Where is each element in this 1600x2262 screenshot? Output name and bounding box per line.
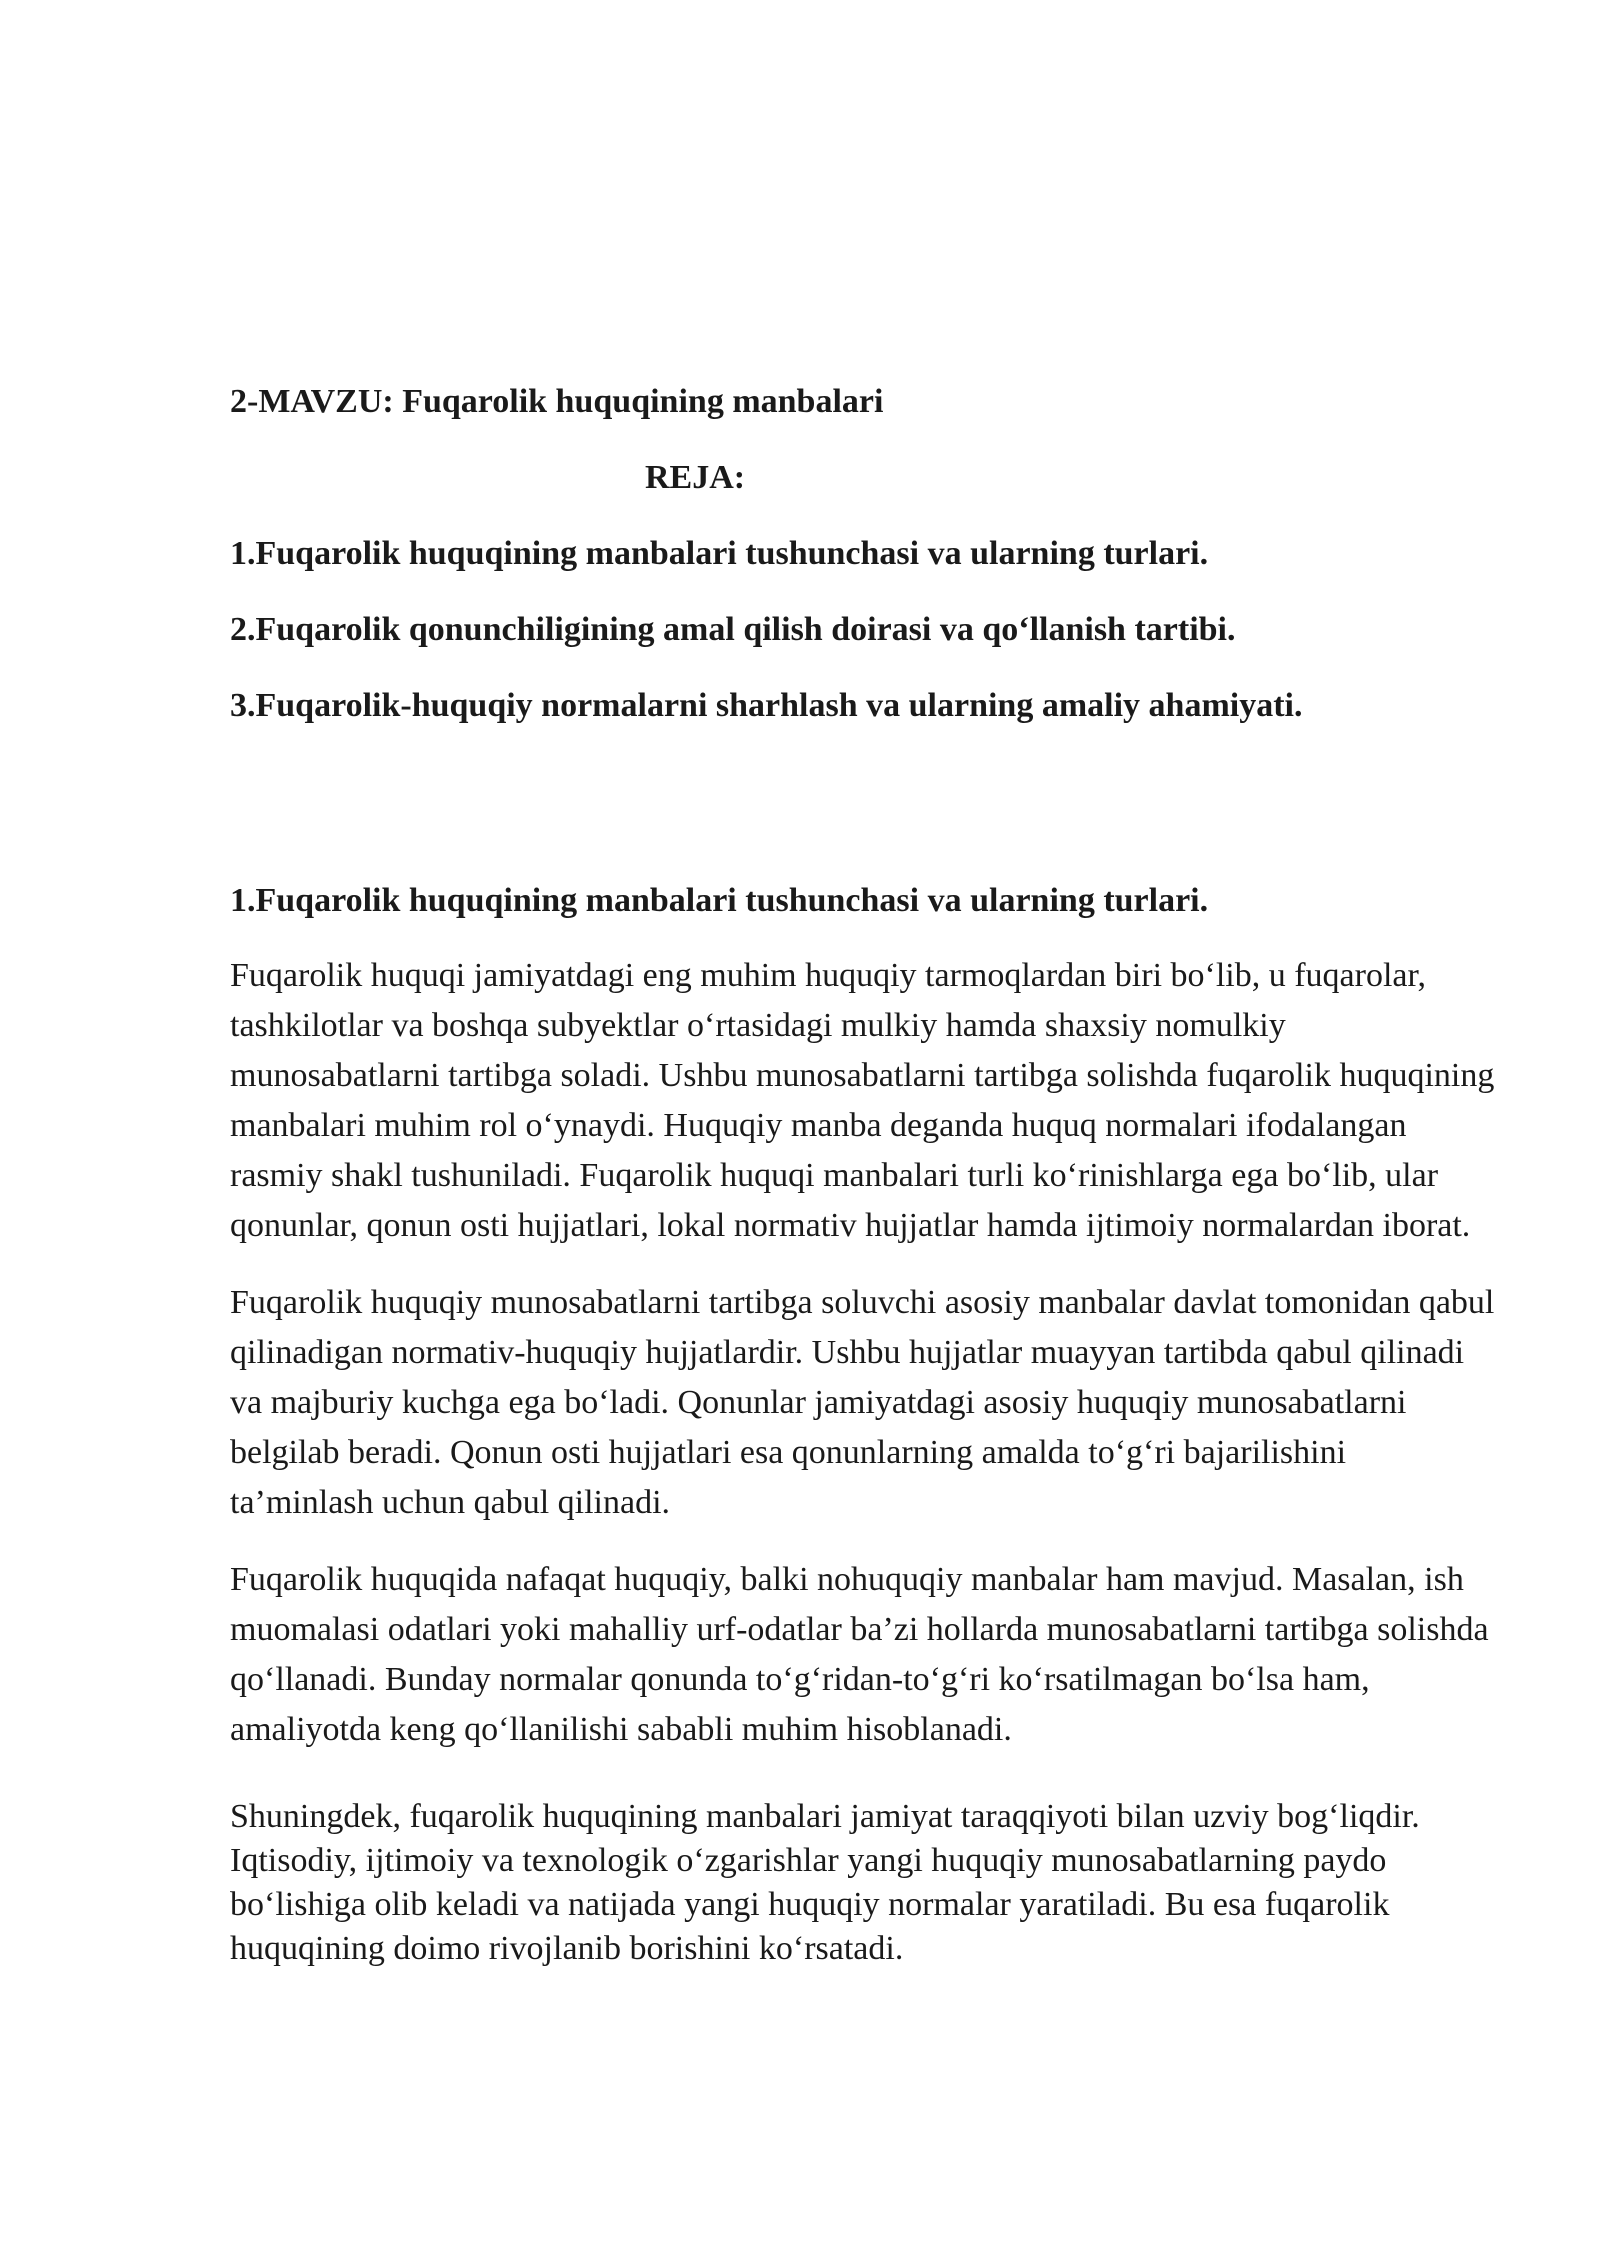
plan-list xyxy=(230,534,1500,726)
paragraph-4: Shuningdek, fuqarolik huquqining manbalari jamiyat taraqqiyoti bilan uzviy bog‘liqdir. Iqtisodiy, ijtimoiy va texnologik o‘zgarishlar yangi huquqiy munosabatlarning paydo bo‘lishiga olib keladi va natijada yangi huquqiy normalar yaratiladi. Bu esa fuqarolik huquqining doimo rivojlanib borishini ko‘rsatadi. xyxy=(230,1798,1420,1967)
plan-item-3: 3.Fuqarolik-huquqiy normalarni sharhlash va ularning amaliy ahamiyati. xyxy=(230,687,1303,724)
plan-item-2: 2.Fuqarolik qonunchiligining amal qilish doirasi va qo‘llanish tartibi. xyxy=(230,611,1236,648)
section-heading: 1.Fuqarolik huquqining manbalari tushunchasi va ularning turlari. xyxy=(230,882,1209,919)
paragraph-1: Fuqarolik huquqi jamiyatdagi eng muhim huquqiy tarmoqlardan biri bo‘lib, u fuqarolar, tashkilotlar va boshqa subyektlar o‘rtasidagi mulkiy hamda shaxsiy nomulkiy munosabatlarni tartibga soladi. Ushbu munosabatlarni tartibga solishda fuqarolik huquqining manbalari muhim rol o‘ynaydi. Huquqiy manba deganda huquq normalari ifodalangan rasmiy shakl tushuniladi. Fuqarolik huquqi manbalari turli ko‘rinishlarga ega bo‘lib, ular qonunlar, qonun osti hujjatlari, lokal normativ hujjatlar hamda ijtimoiy normalardan iborat. xyxy=(230,957,1495,1244)
paragraph-3: Fuqarolik huquqida nafaqat huquqiy, balki nohuquqiy manbalar ham mavjud. Masalan, ish muomalasi odatlari yoki mahalliy urf-odatlar ba’zi hollarda munosabatlarni tartibga solishda qo‘llanadi. Bunday normalar qonunda to‘g‘ridan-to‘g‘ri ko‘rsatilmagan bo‘lsa ham, amaliyotda keng qo‘llanilishi sababli muhim hisoblanadi. xyxy=(230,1561,1489,1748)
topic-title: 2-MAVZU: Fuqarolik huquqining manbalari xyxy=(230,383,884,420)
paragraph-2: Fuqarolik huquqiy munosabatlarni tartibga soluvchi asosiy manbalar davlat tomonidan qabul qilinadigan normativ-huquqiy hujjatlardir. Ushbu hujjatlar muayyan tartibda qabul qilinadi va majburiy kuchga ega bo‘ladi. Qonunlar jamiyatdagi asosiy huquqiy munosabatlarni belgilab beradi. Qonun osti hujjatlari esa qonunlarning amalda to‘g‘ri bajarilishini ta’minlash uchun qabul qilinadi. xyxy=(230,1284,1495,1521)
plan-item-1: 1.Fuqarolik huquqining manbalari tushunchasi va ularning turlari. xyxy=(230,535,1209,572)
plan-title: REJA: xyxy=(645,459,746,496)
document-page xyxy=(230,382,1500,1998)
